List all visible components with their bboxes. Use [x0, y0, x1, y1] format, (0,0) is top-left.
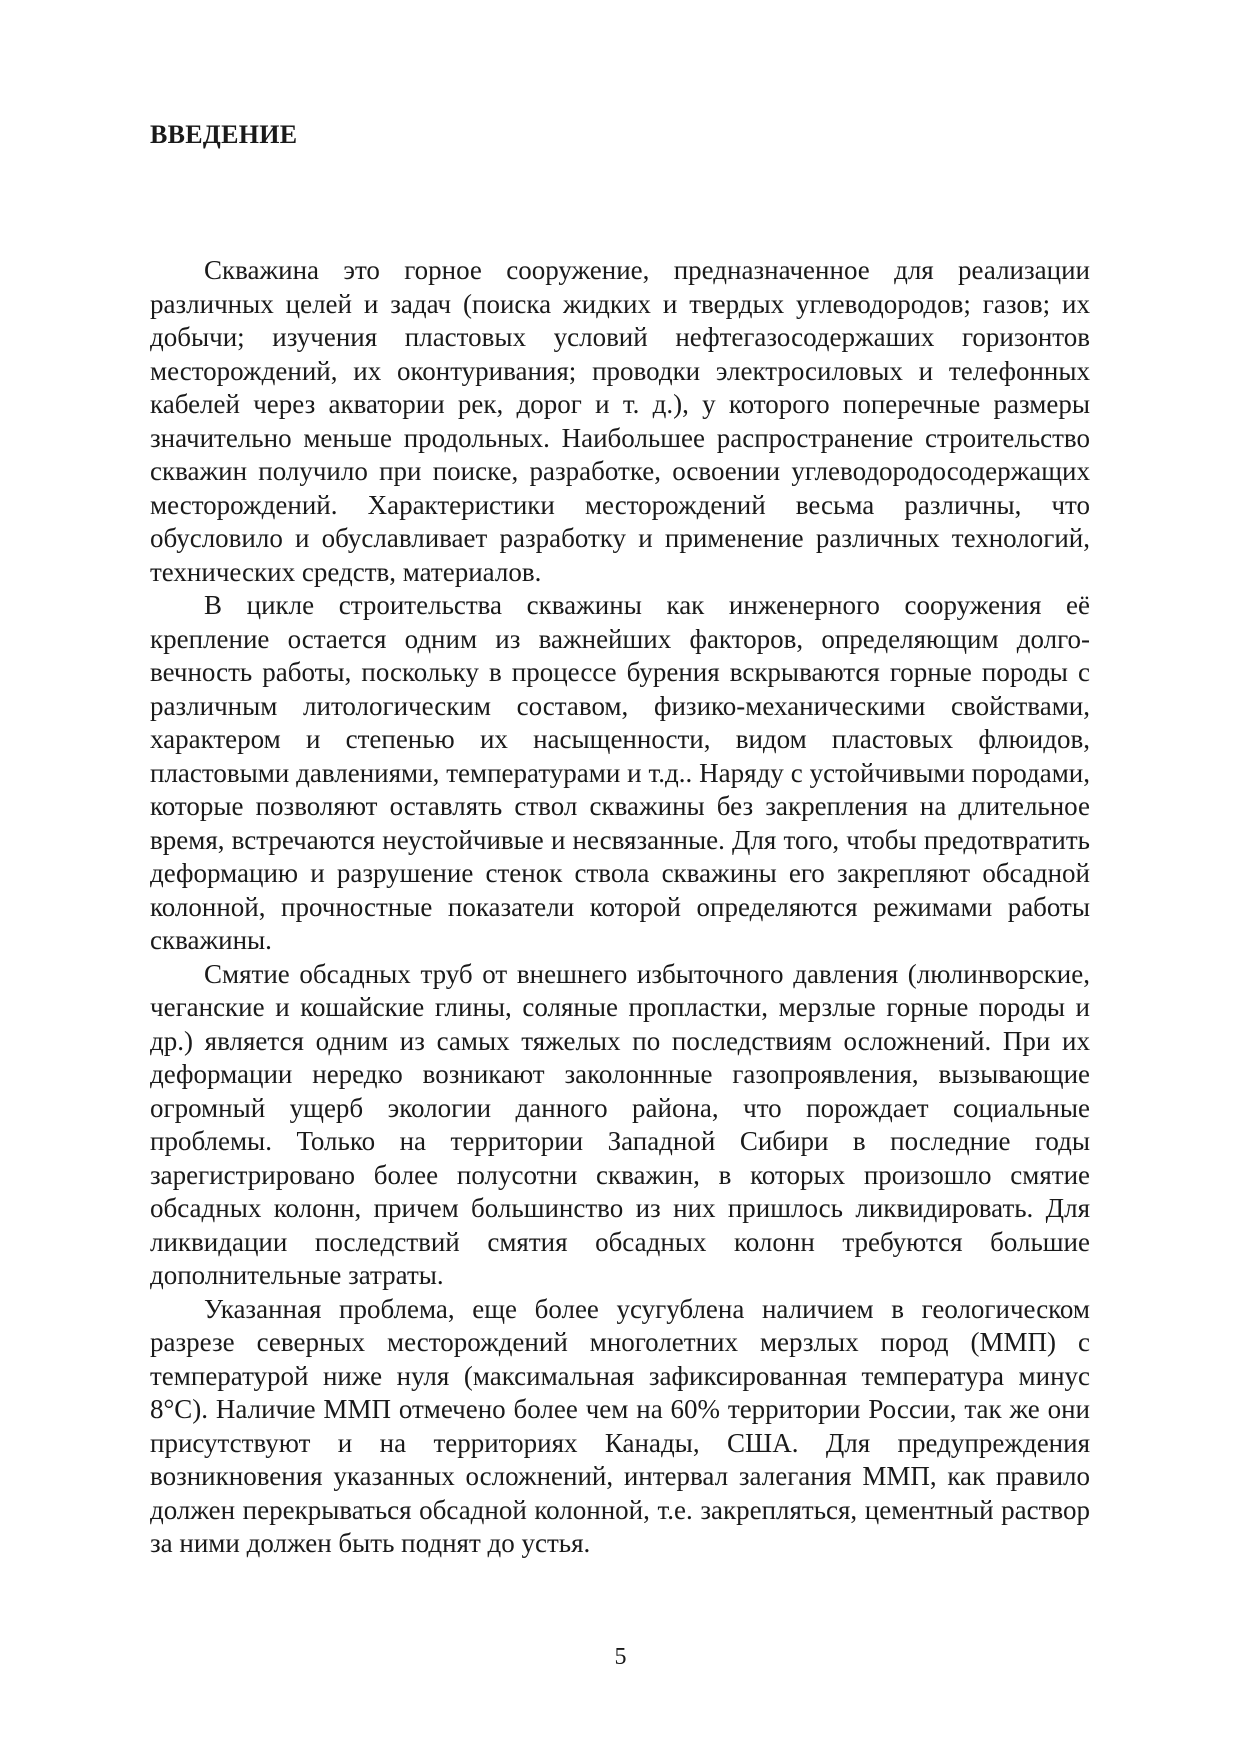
paragraph-2: В цикле строительства скважины как инженерного сооружения её крепление остается одним из важнейших факторов, определяющим долговечность работы, поскольку в процессе бурения вскрываются горные породы с различным литологическим составом, физико-механическими свойствами, характером и степенью их насыщенности, видом пластовых флюидов, пластовыми давлениями, температурами и т.д.. Наряду с устойчивыми породами, которые позволяют оставлять ствол скважины без закрепления на длительное время, встречаются неустойчивые и несвязанные. Для того, чтобы предотвратить деформацию и разрушение стенок ствола скважины его закрепляют обсадной колонной, прочностные показатели которой определяются режимами работы скважины. [150, 590, 1090, 955]
section-heading: ВВЕДЕНИЕ [150, 120, 298, 149]
body-text [150, 254, 1090, 1561]
page-number: 5 [614, 1644, 627, 1670]
paragraph-1: Скважина это горное сооружение, предназначенное для реализации различных целей и задач (поиска жидких и твердых углеводородов; газов; их добычи; изучения пластовых условий нефтегазосодержаших горизонтов месторождений, их оконтуривания; проводки электросиловых и телефонных кабелей через акватории рек, дорог и т. д.), у которого поперечные размеры значительно меньше продольных. Наибольшее распространение строительство скважин получило при поиске, разработке, освоении углеводородосодержащих месторождений. Характеристики месторождений весьма различны, что обусловило и обуславливает разработку и применение различных технологий, технических средств, материалов. [150, 255, 1090, 587]
paragraph-4: Указанная проблема, еще более усугублена наличием в геологическом разрезе северных месторождений многолетних мерзлых пород (ММП) с температурой ниже нуля (максимальная зафиксированная температура минус 8°С). Наличие ММП отмечено более чем на 60% территории России, так же они присутствуют и на территориях Канады, США. Для предупреждения возникновения указанных осложнений, интервал залегания ММП, как правило должен перекрываться обсадной колонной, т.е. закрепляться, цементный раствор за ними должен быть поднят до устья. [150, 1293, 1090, 1558]
paragraph-3: Смятие обсадных труб от внешнего избыточного давления (люлинворские, чеганские и кошайские глины, соляные пропластки, мерзлые горные породы и др.) является одним из самых тяжелых по последствиям осложнений. При их деформации нередко возникают заколоннные газопроявления, вызывающие огромный ущерб экологии данного района, что порождает социальные проблемы. Только на территории Западной Сибири в последние годы зарегистрировано более полусотни скважин, в которых произошло смятие обсадных колонн, причем большинство из них пришлось ликвидировать. Для ликвидации последствий смятия обсадных колонн требуются большие дополнительные затраты. [150, 958, 1090, 1290]
